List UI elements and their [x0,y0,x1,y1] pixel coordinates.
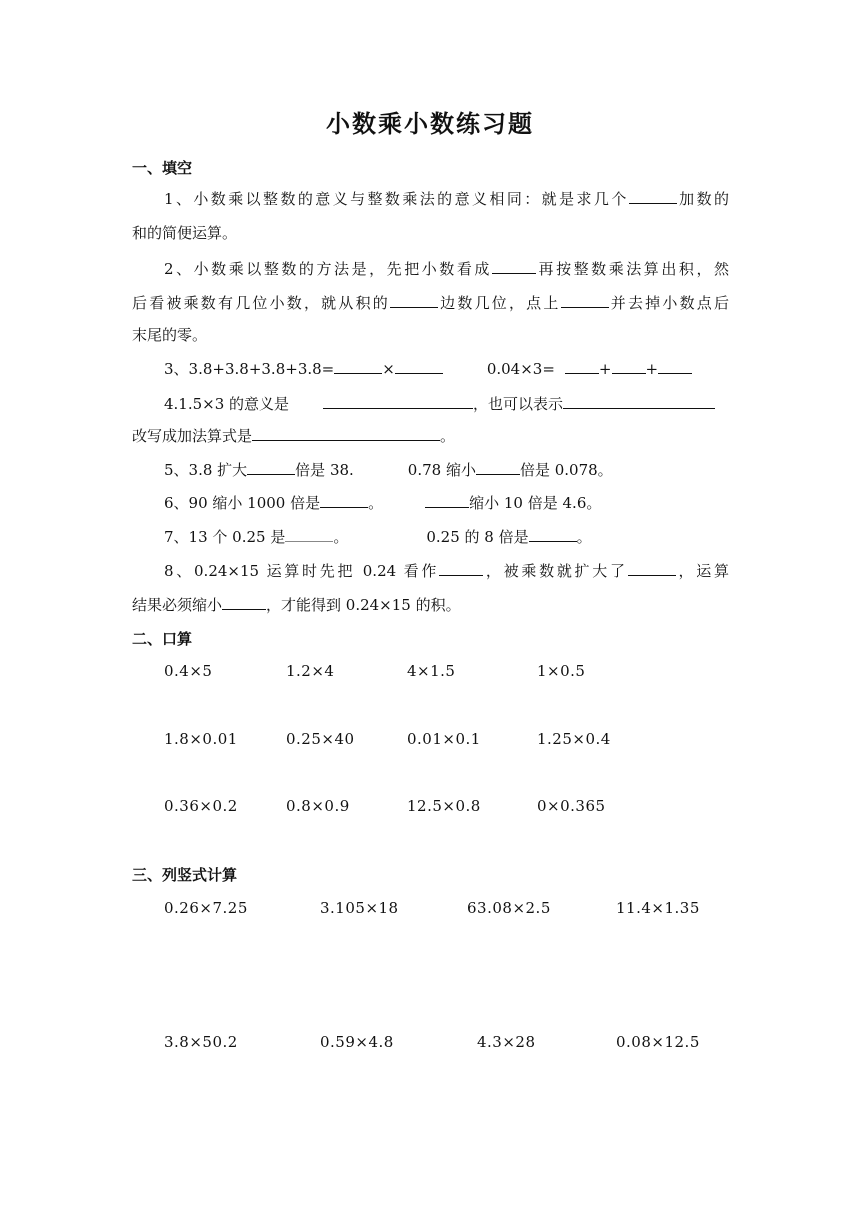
question-5-text-d: 倍是 0.078。 [519,461,613,479]
question-1-line-2: 和的简便运算。 [132,224,238,242]
question-4-text-d: 。 [440,427,456,445]
question-2-text-e: 并去掉小数点后 [608,294,729,312]
answer-blank[interactable] [492,272,536,274]
question-2-line-2 [132,292,729,314]
answer-blank[interactable] [285,540,333,542]
plus-sign: + [598,360,612,378]
page-title: 小数乘小数练习题 [326,109,534,138]
vertical-problem: 11.4×1.35 [616,899,700,917]
answer-blank[interactable] [323,407,473,409]
question-4-text-c: 改写成加法算式是 [132,427,253,445]
question-6 [164,492,601,514]
question-5 [164,459,613,481]
question-2-line-1 [132,258,729,280]
question-1-text-b: 加数的 [676,190,729,208]
question-5-text-b: 倍是 38. [295,461,354,479]
answer-blank[interactable] [334,372,382,374]
question-4-line-2 [132,425,455,447]
oral-problem: 0.4×5 [164,662,213,680]
question-4-text-a: 4.1.5×3 的意义是 [164,395,290,413]
question-2-text-c: 后看被乘数有几位小数，就从积的 [132,294,390,312]
section-heading-oral-calculation: 二、口算 [132,630,193,648]
question-1-line-1 [132,188,729,210]
vertical-problem: 3.8×50.2 [164,1033,238,1051]
answer-blank[interactable] [658,372,692,374]
question-1-text-a: 1、小数乘以整数的意义与整数乘法的意义相同：就是求几个 [164,190,629,208]
answer-blank[interactable] [439,574,483,576]
vertical-problem: 63.08×2.5 [467,899,551,917]
question-6-text-c: 缩小 10 倍是 4.6。 [469,494,602,512]
plus-sign: + [645,360,659,378]
question-2-line-3: 末尾的零。 [132,326,208,344]
question-5-text-c: 0.78 缩小 [407,461,476,479]
oral-problem: 0.36×0.2 [164,797,238,815]
answer-blank[interactable] [561,306,609,308]
section-heading-vertical-calculation: 三、列竖式计算 [132,866,238,884]
oral-problem: 0.8×0.9 [286,797,350,815]
question-3-text-a: 3、3.8+3.8+3.8+3.8= [164,360,335,378]
answer-blank[interactable] [425,506,469,508]
answer-blank[interactable] [529,540,577,542]
question-8-text-a: 8、0.24×15 运算时先把 0.24 看作 [164,562,440,580]
question-8-text-c: ，运算 [675,562,729,580]
answer-blank[interactable] [222,608,266,610]
answer-blank[interactable] [476,473,520,475]
question-2-text-d: 边数几位，点上 [437,294,561,312]
answer-blank[interactable] [395,372,443,374]
vertical-problem: 0.26×7.25 [164,899,248,917]
vertical-problem: 0.08×12.5 [616,1033,700,1051]
question-2-text-a: 2、小数乘以整数的方法是，先把小数看成 [164,260,492,278]
answer-blank[interactable] [563,407,715,409]
question-8-line-1 [132,560,729,582]
answer-blank[interactable] [247,473,295,475]
question-5-text-a: 5、3.8 扩大 [164,461,248,479]
answer-blank[interactable] [629,202,677,204]
oral-problem: 0.01×0.1 [407,730,481,748]
oral-problem: 1.25×0.4 [537,730,611,748]
question-3-text-b: 0.04×3= [486,360,555,378]
vertical-problem: 4.3×28 [477,1033,536,1051]
question-7 [164,526,592,548]
oral-problem: 1.2×4 [286,662,335,680]
answer-blank[interactable] [390,306,438,308]
question-8-line-2 [132,594,461,616]
oral-problem: 12.5×0.8 [407,797,481,815]
question-8-text-b: ，被乘数就扩大了 [483,562,628,580]
question-7-text-a: 7、13 个 0.25 是 [164,528,286,546]
oral-problem: 1.8×0.01 [164,730,238,748]
question-2-text-b: 再按整数乘法算出积，然 [535,260,729,278]
section-heading-fill-blanks: 一、填空 [132,159,193,177]
question-7-text-c: 0.25 的 8 倍是 [426,528,529,546]
question-4-text-b: ，也可以表示 [473,395,564,413]
question-4-line-1 [164,393,715,415]
answer-blank[interactable] [565,372,599,374]
oral-problem: 1×0.5 [537,662,586,680]
question-6-text-a: 6、90 缩小 1000 倍是 [164,494,321,512]
oral-problem: 4×1.5 [407,662,456,680]
question-7-text-d: 。 [576,528,592,546]
question-8-text-e: ，才能得到 0.24×15 的积。 [266,596,461,614]
oral-problem: 0×0.365 [537,797,606,815]
answer-blank[interactable] [252,439,440,441]
vertical-problem: 0.59×4.8 [320,1033,394,1051]
answer-blank[interactable] [612,372,646,374]
oral-problem: 0.25×40 [286,730,355,748]
question-8-text-d: 结果必须缩小 [132,596,223,614]
times-sign: × [382,360,395,378]
answer-blank[interactable] [320,506,368,508]
answer-blank[interactable] [628,574,676,576]
question-7-text-b: 。 [333,528,349,546]
vertical-problem: 3.105×18 [320,899,399,917]
question-6-text-b: 。 [368,494,384,512]
question-3 [164,358,692,380]
